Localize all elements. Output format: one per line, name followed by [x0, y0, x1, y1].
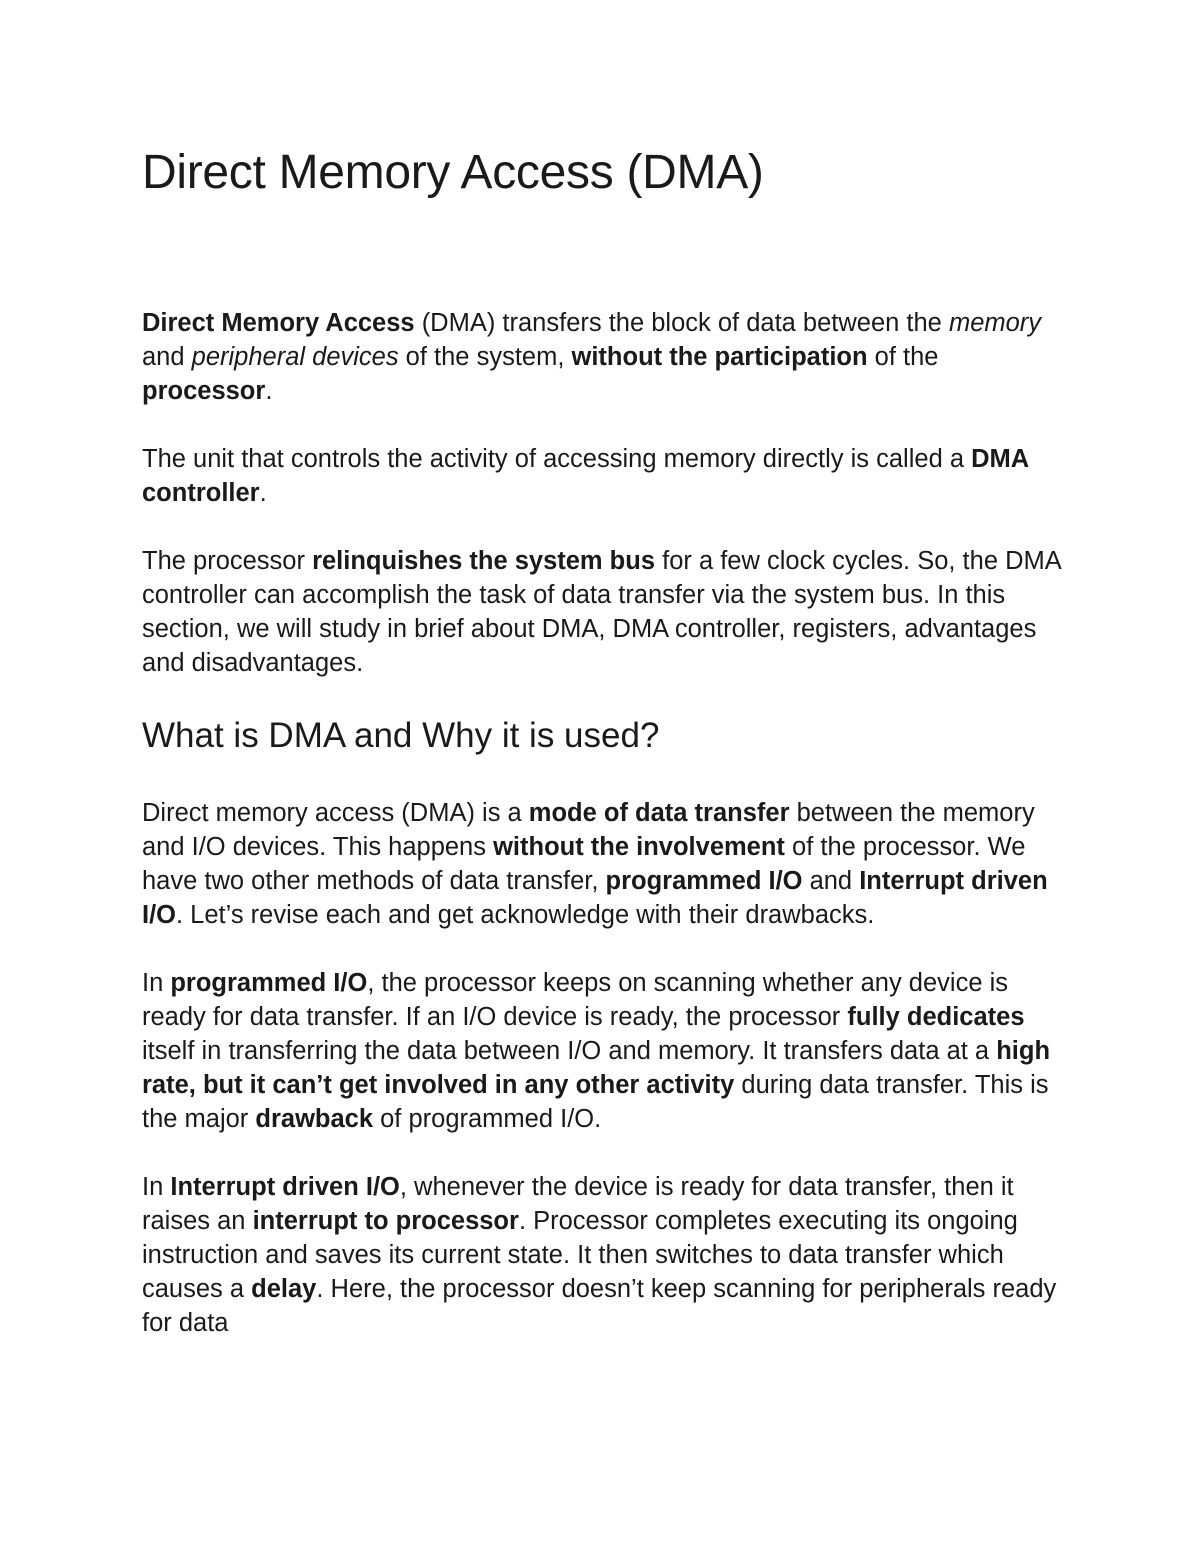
- bold-text: relinquishes the system bus: [312, 547, 656, 575]
- bold-text: Direct Memory Access: [142, 309, 415, 337]
- text-run: , whenever the device is ready for data transfer, then it raises an: [142, 1173, 1014, 1235]
- bold-text: without the participation: [571, 343, 868, 371]
- text-run: The unit that controls the activity of accessing memory directly is called a: [142, 445, 972, 473]
- text-run: (DMA) transfers the block of data between the: [414, 309, 949, 337]
- text-run: and: [142, 343, 192, 371]
- text-run: In: [142, 969, 171, 997]
- bold-text: programmed I/O: [170, 969, 368, 997]
- text-run: .: [265, 377, 273, 405]
- bold-text: high rate, but it can’t get involved in any other activity: [142, 1037, 1051, 1099]
- text-run: .: [259, 479, 267, 507]
- italic-text: peripheral devices: [191, 343, 399, 371]
- text-run: . Let’s revise each and get acknowledge with their drawbacks.: [176, 901, 875, 929]
- page-title: Direct Memory Access (DMA): [142, 146, 764, 199]
- text-run: of the processor. We have two other methods of data transfer,: [142, 833, 1026, 895]
- bold-text: Interrupt driven I/O: [142, 867, 1048, 929]
- text-run: of the system,: [398, 343, 572, 371]
- section-heading: What is DMA and Why it is used?: [142, 716, 660, 755]
- text-run: The processor: [142, 547, 313, 575]
- section-paragraph-2: [142, 966, 1072, 1136]
- bold-text: without the involvement: [493, 833, 785, 861]
- bold-text: fully dedicates: [847, 1003, 1025, 1031]
- bold-text: delay: [251, 1275, 317, 1303]
- document-body: [142, 140, 1072, 1340]
- bold-text: programmed I/O: [605, 867, 803, 895]
- text-run: between the memory and I/O devices. This happens: [142, 799, 1035, 861]
- intro-paragraph-3: [142, 544, 1072, 680]
- section-paragraph-1: [142, 796, 1072, 932]
- text-run: and: [802, 867, 860, 895]
- text-run: . Here, the processor doesn’t keep scanning for peripherals ready for data: [142, 1275, 1057, 1337]
- italic-text: memory: [948, 309, 1042, 337]
- text-run: of the: [867, 343, 939, 371]
- text-run: , the processor keeps on scanning whether any device is ready for data transfer. If an I/O device is ready, the processor: [142, 969, 1009, 1031]
- bold-text: mode of data transfer: [528, 799, 790, 827]
- text-run: for a few clock cycles. So, the DMA controller can accomplish the task of data transfer via the system bus. In this section, we will study in brief about DMA, DMA controller, registers, advantages and disadvantages.: [142, 547, 1061, 677]
- section-paragraph-3: [142, 1170, 1072, 1340]
- text-run: of programmed I/O.: [373, 1105, 602, 1133]
- bold-text: Interrupt driven I/O: [170, 1173, 400, 1201]
- bold-text: DMA controller: [142, 445, 1029, 507]
- text-run: . Processor completes executing its ongoing instruction and saves its current state. It then switches to data transfer which causes a: [142, 1207, 1018, 1303]
- intro-paragraph-1: [142, 306, 1072, 408]
- text-run: Direct memory access (DMA) is a: [142, 799, 529, 827]
- text-run: during data transfer. This is the major: [142, 1071, 1049, 1133]
- intro-paragraph-2: [142, 442, 1072, 510]
- bold-text: drawback: [255, 1105, 374, 1133]
- bold-text: interrupt to processor: [252, 1207, 519, 1235]
- text-run: itself in transferring the data between I/O and memory. It transfers data at a: [142, 1037, 997, 1065]
- text-run: In: [142, 1173, 171, 1201]
- bold-text: processor: [142, 377, 266, 405]
